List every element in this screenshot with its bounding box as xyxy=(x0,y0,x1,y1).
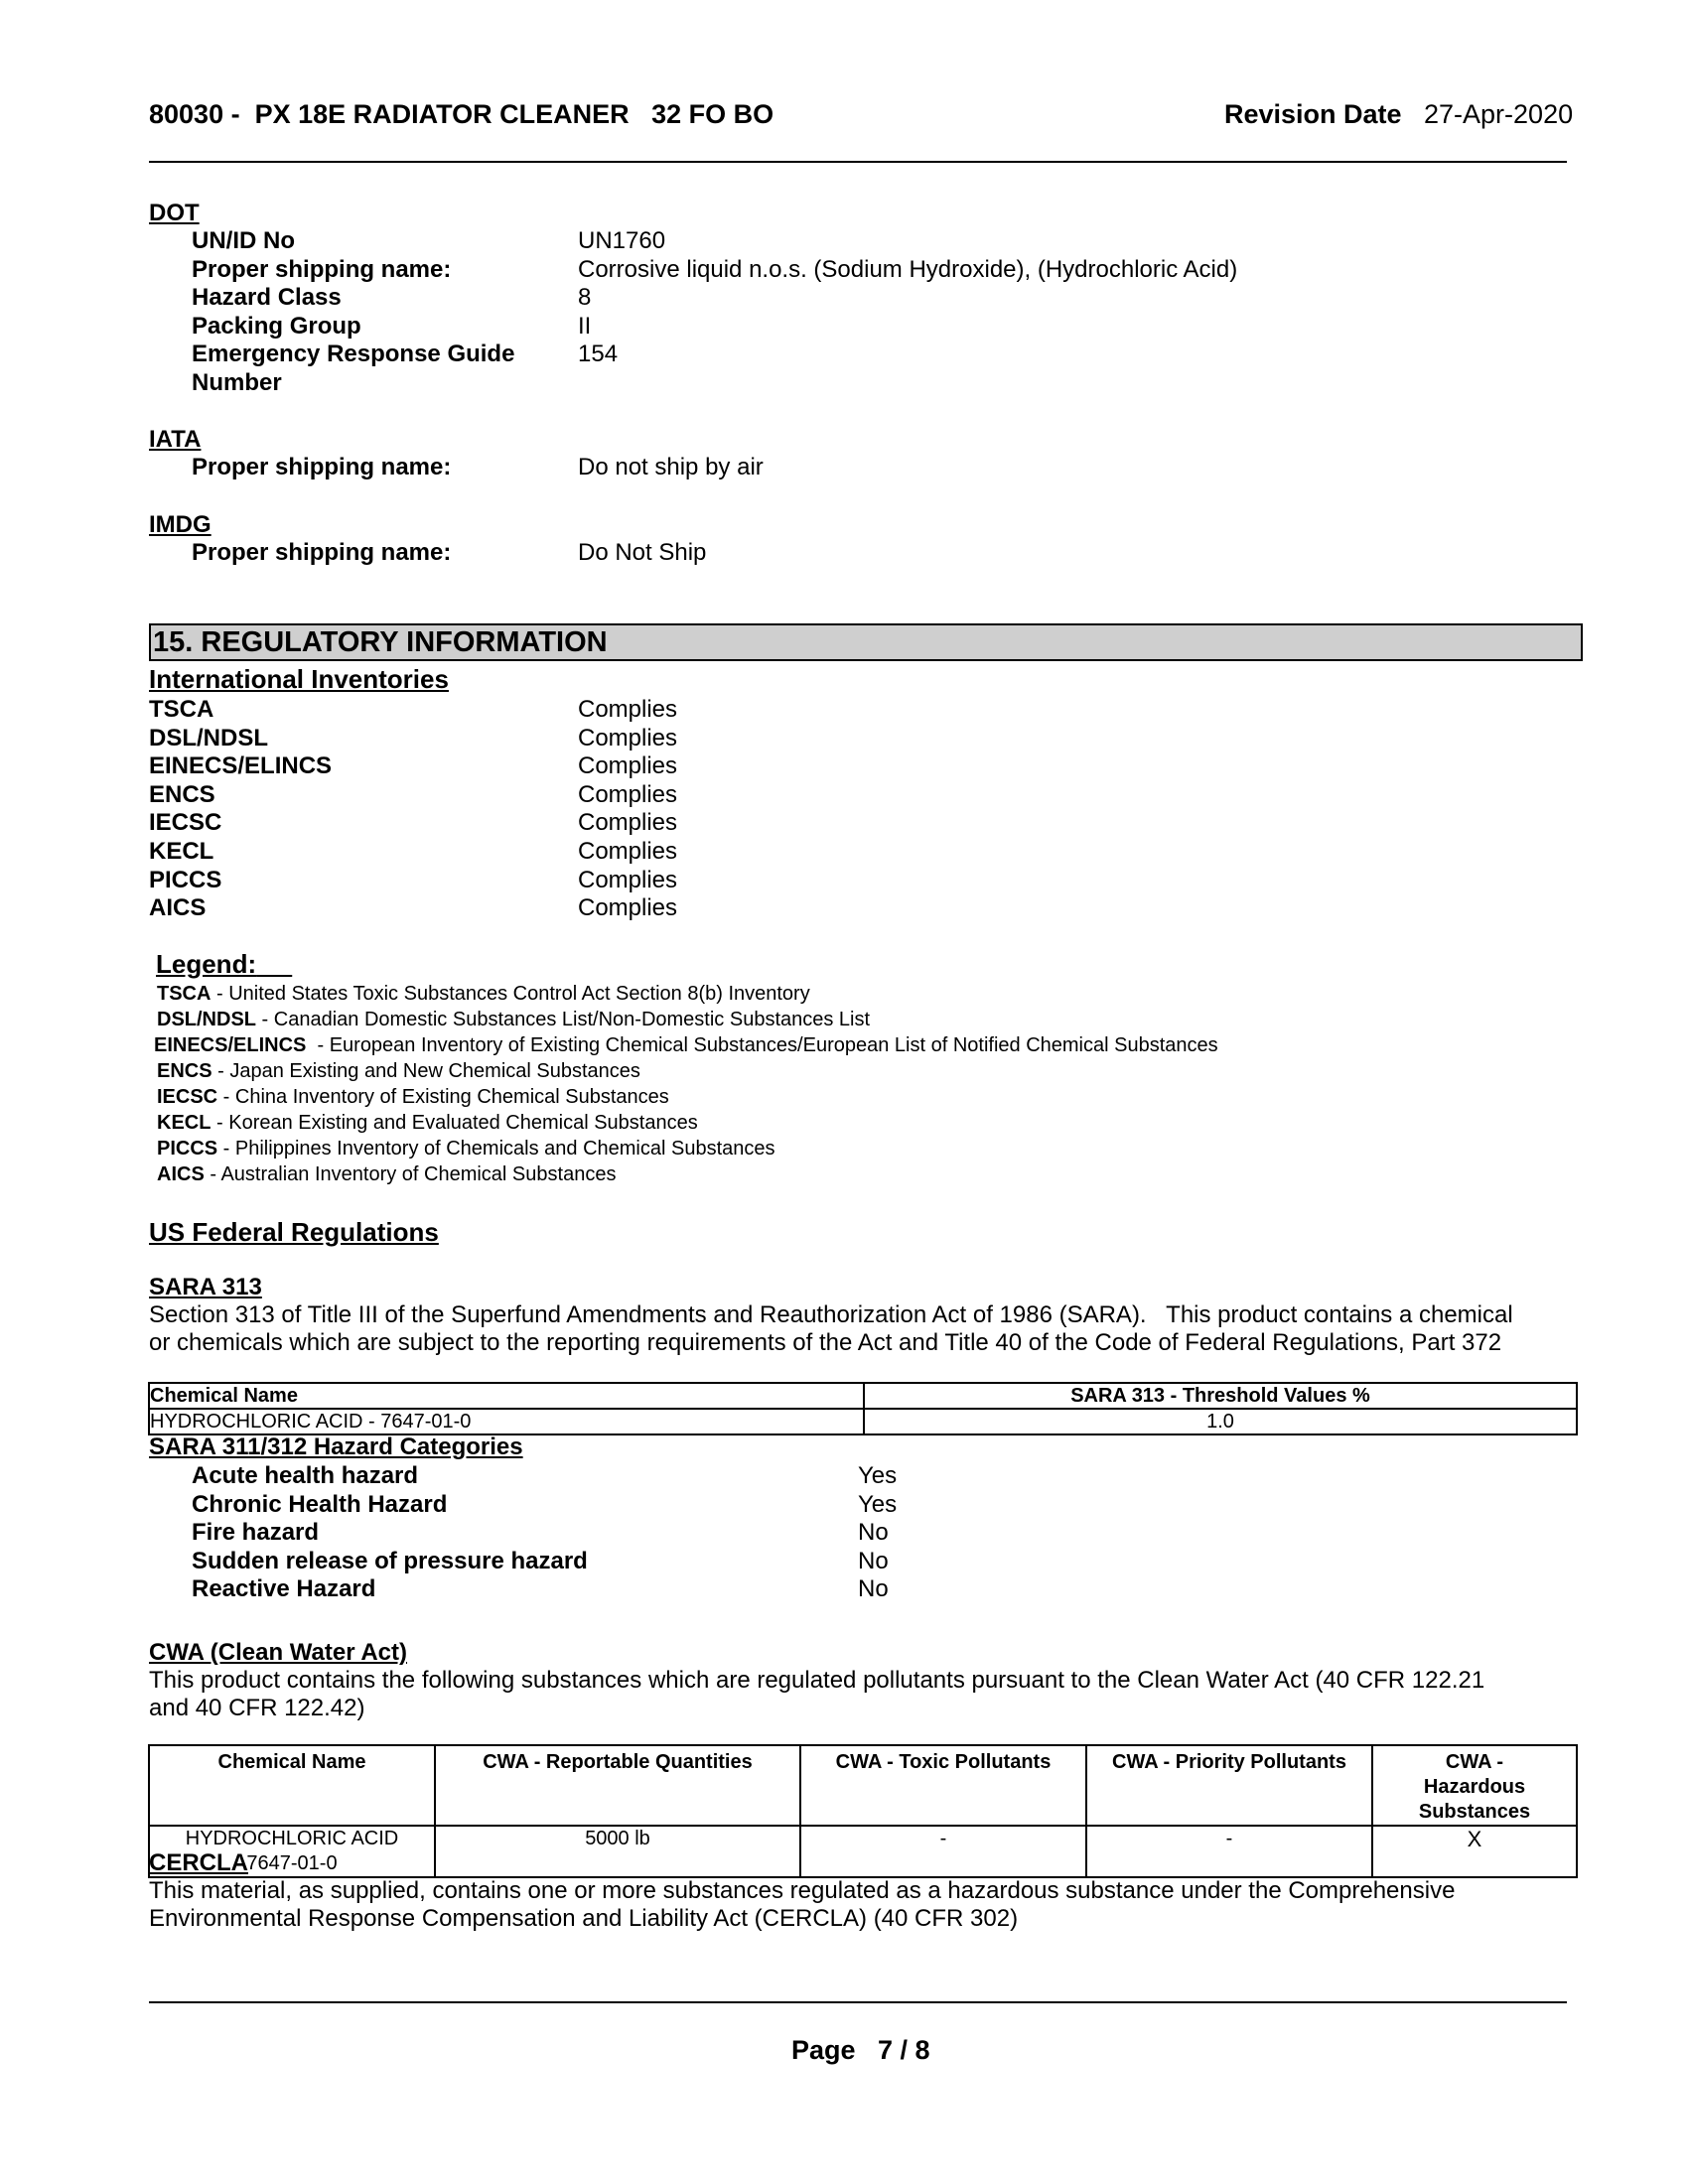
dot-value-packing-group: II xyxy=(578,312,592,340)
imdg-value: Do Not Ship xyxy=(578,539,707,566)
section-15-title: 15. REGULATORY INFORMATION xyxy=(149,623,1583,661)
sara313-text-line2: or chemicals which are subject to the reporting requirements of the Act and Title 40 of the Code of Federal Regulations, Part 372 xyxy=(149,1329,1502,1356)
cwa-table xyxy=(148,1744,1578,1878)
imdg-heading: IMDG xyxy=(149,511,211,538)
dot-value-hazard-class: 8 xyxy=(578,284,592,312)
cwa-header-row xyxy=(149,1745,1577,1826)
sara311-label: Chronic Health Hazard xyxy=(192,1490,448,1518)
cwa-col-chemical-name: Chemical Name xyxy=(149,1745,435,1826)
inventory-status: Complies xyxy=(578,752,678,780)
sara311-label: Sudden release of pressure hazard xyxy=(192,1547,588,1574)
cwa-col-priority-pollutants: CWA - Priority Pollutants xyxy=(1086,1745,1372,1826)
inventory-status: Complies xyxy=(578,837,678,865)
sara313-text-line1: Section 313 of Title III of the Superfund Amendments and Reauthorization Act of 1986 (SARA). This product contains a chemical xyxy=(149,1301,1513,1328)
international-inventories-heading: International Inventories xyxy=(149,664,449,694)
cwa-toxic-pollutant: - xyxy=(800,1826,1086,1877)
legend-item: AICS - Australian Inventory of Chemical Substances xyxy=(157,1163,617,1185)
inventory-names xyxy=(149,695,332,922)
inventory-name: TSCA xyxy=(149,696,214,723)
legend-item: PICCS - Philippines Inventory of Chemicals and Chemical Substances xyxy=(157,1138,775,1160)
product-title: 80030 - PX 18E RADIATOR CLEANER 32 FO BO xyxy=(149,99,774,129)
footer-rule xyxy=(149,2001,1567,2003)
sara311-value: No xyxy=(858,1575,889,1603)
inventory-name: DSL/NDSL xyxy=(149,724,268,751)
inventory-name: PICCS xyxy=(149,866,222,893)
dot-value-unid: UN1760 xyxy=(578,227,666,254)
sara313-chemical: HYDROCHLORIC ACID - 7647-01-0 xyxy=(149,1409,864,1434)
cwa-col-toxic-pollutants: CWA - Toxic Pollutants xyxy=(800,1745,1086,1826)
inventory-status: Complies xyxy=(578,780,678,808)
table-row xyxy=(149,1826,1577,1877)
legend-item: KECL - Korean Existing and Evaluated Chemical Substances xyxy=(157,1112,698,1134)
legend-heading: Legend: xyxy=(156,949,257,979)
inventory-status: Complies xyxy=(578,696,678,723)
legend-item: IECSC - China Inventory of Existing Chemical Substances xyxy=(157,1086,669,1108)
revision-date-label: Revision Date xyxy=(1224,99,1402,129)
sara313-col-chemical-name: Chemical Name xyxy=(149,1383,864,1409)
sara313-header-row xyxy=(149,1383,1577,1409)
dot-values xyxy=(578,226,1237,368)
dot-label-erg-number: Number xyxy=(192,368,282,396)
page-number: Page 7 / 8 xyxy=(791,2035,930,2065)
legend-item: DSL/NDSL - Canadian Domestic Substances List/Non-Domestic Substances List xyxy=(157,1009,871,1030)
us-federal-heading: US Federal Regulations xyxy=(149,1217,439,1247)
dot-label-unid: UN/ID No xyxy=(192,227,295,254)
cercla-text-line2: Environmental Response Compensation and Liability Act (CERCLA) (40 CFR 302) xyxy=(149,1905,1019,1932)
sara311-value: Yes xyxy=(858,1462,898,1489)
inventory-status: Complies xyxy=(578,894,678,922)
legend-item: ENCS - Japan Existing and New Chemical Substances xyxy=(157,1060,640,1082)
sara313-col-threshold: SARA 313 - Threshold Values % xyxy=(864,1383,1577,1409)
sara311-value: No xyxy=(858,1547,889,1574)
sara313-heading: SARA 313 xyxy=(149,1274,262,1300)
cwa-heading: CWA (Clean Water Act) xyxy=(149,1639,408,1666)
header-rule xyxy=(149,161,1567,163)
cwa-chemical: HYDROCHLORIC ACID 7647-01-0 xyxy=(149,1826,435,1877)
iata-heading: IATA xyxy=(149,426,202,453)
cwa-text-line2: and 40 CFR 122.42) xyxy=(149,1695,365,1721)
inventory-status: Complies xyxy=(578,809,678,837)
cwa-text-line1: This product contains the following substances which are regulated pollutants pursuant to the Clean Water Act (40 CFR 122.21 xyxy=(149,1667,1485,1694)
sara311-value: Yes xyxy=(858,1490,898,1518)
dot-label-shipping-name: Proper shipping name: xyxy=(192,255,452,283)
inventory-name: IECSC xyxy=(149,809,222,837)
cercla-text-line1: This material, as supplied, contains one or more substances regulated as a hazardous substance under the Comprehensive xyxy=(149,1877,1456,1904)
dot-value-erg: 154 xyxy=(578,341,619,368)
sara311-label: Reactive Hazard xyxy=(192,1575,376,1603)
sara311-label: Acute health hazard xyxy=(192,1462,419,1489)
dot-label-erg: Emergency Response Guide xyxy=(192,341,515,368)
iata-value: Do not ship by air xyxy=(578,454,764,480)
sara311-heading: SARA 311/312 Hazard Categories xyxy=(149,1433,523,1460)
legend-item: TSCA - United States Toxic Substances Control Act Section 8(b) Inventory xyxy=(157,983,810,1005)
sara313-table xyxy=(148,1382,1578,1435)
cwa-hazardous-substance: X xyxy=(1372,1826,1577,1877)
legend-item: EINECS/ELINCS - European Inventory of Existing Chemical Substances/European List of Notified Chemical Substances xyxy=(154,1034,1218,1056)
imdg-label: Proper shipping name: xyxy=(192,539,452,566)
cwa-reportable-quantity: 5000 lb xyxy=(435,1826,800,1877)
sara311-values xyxy=(858,1461,897,1603)
inventory-status: Complies xyxy=(578,866,678,893)
sara313-threshold-value: 1.0 xyxy=(864,1409,1577,1434)
dot-heading: DOT xyxy=(149,200,200,226)
sara311-value: No xyxy=(858,1519,889,1547)
dot-label-packing-group: Packing Group xyxy=(192,312,361,340)
dot-label-hazard-class: Hazard Class xyxy=(192,284,342,312)
cwa-col-reportable-quantities: CWA - Reportable Quantities xyxy=(435,1745,800,1826)
dot-value-shipping-name: Corrosive liquid n.o.s. (Sodium Hydroxide), (Hydrochloric Acid) xyxy=(578,255,1238,283)
inventory-name: AICS xyxy=(149,894,207,922)
cwa-col-hazardous-substances: CWA - Hazardous Substances xyxy=(1372,1745,1577,1826)
legend-list xyxy=(154,981,1218,1187)
inventory-statuses xyxy=(578,695,677,922)
revision-date-value: 27-Apr-2020 xyxy=(1424,99,1574,129)
dot-rows xyxy=(192,226,514,397)
sara311-labels xyxy=(192,1461,588,1603)
inventory-name: ENCS xyxy=(149,780,215,808)
sara311-label: Fire hazard xyxy=(192,1519,320,1547)
inventory-name: EINECS/ELINCS xyxy=(149,752,333,780)
cwa-priority-pollutant: - xyxy=(1086,1826,1372,1877)
iata-label: Proper shipping name: xyxy=(192,454,452,480)
table-row xyxy=(149,1409,1577,1434)
inventory-name: KECL xyxy=(149,837,214,865)
inventory-status: Complies xyxy=(578,724,678,751)
cercla-heading: CERCLA xyxy=(149,1849,248,1876)
